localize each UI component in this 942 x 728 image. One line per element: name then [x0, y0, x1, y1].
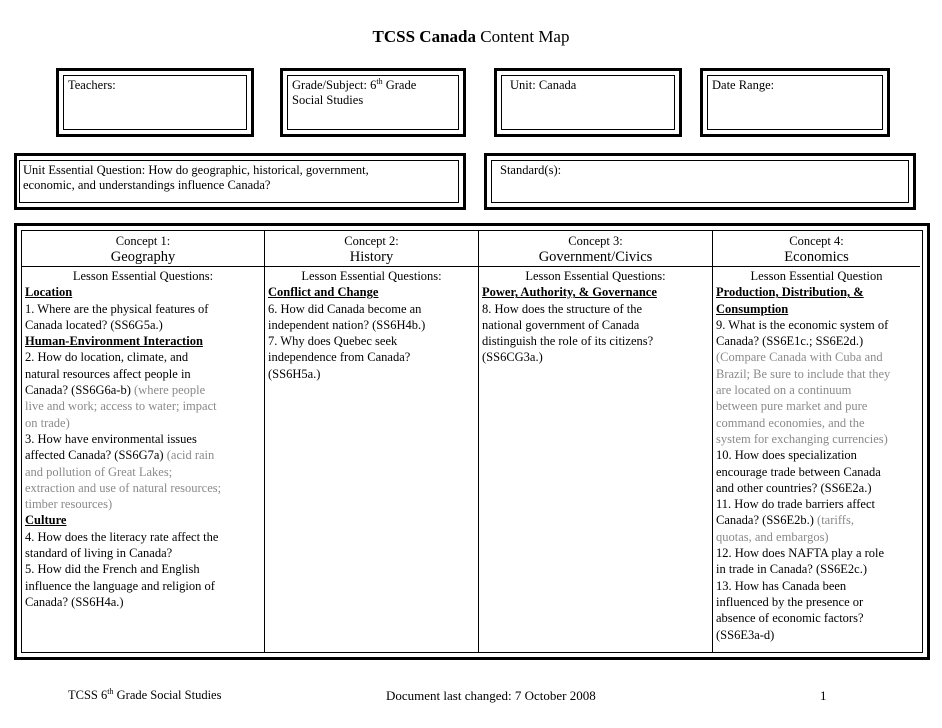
- date-range-label: Date Range:: [712, 78, 775, 92]
- lesson-essential-questions-heading: Lesson Essential Question: [750, 269, 883, 283]
- concept-column-4: [713, 231, 920, 652]
- question-line: 12. How does NAFTA play a role: [716, 546, 885, 561]
- question-line: [716, 431, 917, 447]
- question-line: 8. How does the structure of the: [482, 301, 643, 316]
- question-line: Canada? (SS6H4a.): [25, 594, 124, 609]
- essential-question-box[interactable]: [14, 153, 466, 210]
- question-line: [25, 480, 261, 496]
- topic-heading: Power, Authority, & Governance: [482, 285, 657, 300]
- note-text: Brazil; Be sure to include that they: [716, 366, 891, 381]
- teachers-label: Teachers:: [68, 78, 116, 92]
- note-text: (where people: [130, 383, 206, 398]
- question-line: encourage trade between Canada: [716, 464, 881, 479]
- grade-subject-box[interactable]: [280, 68, 466, 137]
- concept-header: [479, 231, 712, 267]
- question-line: affected Canada? (SS6G7a) (acid rain: [25, 448, 215, 463]
- footer-left: TCSS 6th Grade Social Studies: [68, 686, 222, 702]
- question-line: influence the language and religion of: [25, 578, 215, 593]
- note-text: quotas, and embargos): [716, 529, 829, 544]
- question-line: [716, 415, 917, 431]
- concept-label: Concept 4:: [789, 234, 844, 248]
- topic-heading: Consumption: [716, 301, 789, 316]
- concept-name: History: [349, 249, 394, 265]
- question-line: 7. Why does Quebec seek: [268, 334, 398, 349]
- question-line: [25, 496, 261, 512]
- question-line: 9. What is the economic system of: [716, 317, 889, 332]
- question-line: 10. How does specialization: [716, 448, 857, 463]
- note-text: (tariffs,: [813, 513, 854, 528]
- footer-page-number: 1: [820, 688, 827, 703]
- topic-heading: Production, Distribution, &: [716, 285, 864, 300]
- note-text: and pollution of Great Lakes;: [25, 464, 173, 479]
- standards-label: Standard(s):: [500, 163, 562, 177]
- note-text: are located on a continuum: [716, 383, 852, 398]
- question-line: [25, 464, 261, 480]
- question-line: Canada? (SS6E1c.; SS6E2d.): [716, 334, 864, 349]
- title-bold: TCSS Canada: [372, 27, 476, 46]
- question-line: (SS6CG3a.): [482, 350, 543, 365]
- question-line: standard of living in Canada?: [25, 546, 173, 561]
- topic-heading: Human-Environment Interaction: [25, 334, 203, 349]
- concept-label: Concept 3:: [568, 234, 623, 248]
- note-text: extraction and use of natural resources;: [25, 480, 222, 495]
- concept-name: Economics: [784, 249, 849, 265]
- concept-column-1: [22, 231, 265, 652]
- question-line: in trade in Canada? (SS6E2c.): [716, 562, 867, 577]
- unit-box[interactable]: [494, 68, 682, 137]
- question-line: (SS6H5a.): [268, 366, 321, 381]
- note-text: timber resources): [25, 497, 113, 512]
- question-line: natural resources affect people in: [25, 366, 191, 381]
- concept-name: Geography: [110, 249, 176, 265]
- footer-last-changed: Document last changed: 7 October 2008: [386, 688, 596, 703]
- question-line: [25, 398, 261, 414]
- concept-header: [713, 231, 920, 267]
- grade-subject-label: Grade/Subject: 6th Grade Social Studies: [287, 75, 459, 130]
- question-line: 11. How do trade barriers affect: [716, 497, 875, 512]
- concept-column-3: [479, 231, 713, 652]
- question-line: [25, 415, 261, 431]
- question-line: 4. How does the literacy rate affect the: [25, 529, 219, 544]
- note-text: (acid rain: [163, 448, 215, 463]
- question-line: Canada located? (SS6G5a.): [25, 317, 163, 332]
- title-rest: Content Map: [475, 27, 570, 46]
- lesson-essential-questions-heading: Lesson Essential Questions:: [72, 269, 214, 283]
- note-text: on trade): [25, 415, 70, 430]
- concept-body: [265, 267, 478, 382]
- question-line: Canada? (SS6G6a-b) (where people: [25, 383, 206, 398]
- concept-body: [22, 267, 264, 610]
- note-text: live and work; access to water; impact: [25, 399, 217, 414]
- question-line: 13. How has Canada been: [716, 578, 847, 593]
- question-line: distinguish the role of its citizens?: [482, 334, 654, 349]
- page-title: [0, 27, 942, 47]
- concept-column-2: [265, 231, 479, 652]
- question-line: national government of Canada: [482, 317, 640, 332]
- question-line: 3. How have environmental issues: [25, 431, 197, 446]
- question-line: and other countries? (SS6E2a.): [716, 480, 872, 495]
- date-range-box[interactable]: [700, 68, 890, 137]
- question-line: 2. How do location, climate, and: [25, 350, 189, 365]
- question-line: independence from Canada?: [268, 350, 411, 365]
- concept-name: Government/Civics: [538, 249, 653, 265]
- concept-body: [713, 267, 920, 643]
- note-text: between pure market and pure: [716, 399, 868, 414]
- question-line: [716, 382, 917, 398]
- question-line: 1. Where are the physical features of: [25, 301, 209, 316]
- question-line: [716, 349, 917, 365]
- note-text: command economies, and the: [716, 415, 865, 430]
- concept-header: [265, 231, 478, 267]
- concept-label: Concept 1:: [115, 234, 171, 248]
- question-line: 5. How did the French and English: [25, 562, 200, 577]
- question-line: 6. How did Canada become an: [268, 301, 422, 316]
- question-line: (SS6E3a-d): [716, 627, 775, 642]
- concept-header: [22, 231, 264, 267]
- essential-question-text: Unit Essential Question: How do geographic, historical, government, economic, and understandings influence Canada?: [19, 160, 459, 203]
- question-line: [716, 398, 917, 414]
- topic-heading: Location: [25, 285, 73, 300]
- lesson-essential-questions-heading: Lesson Essential Questions:: [301, 269, 442, 283]
- topic-heading: Conflict and Change: [268, 285, 379, 300]
- standards-box[interactable]: [484, 153, 916, 210]
- teachers-box[interactable]: [56, 68, 254, 137]
- question-line: independent nation? (SS6H4b.): [268, 317, 426, 332]
- question-line: absence of economic factors?: [716, 611, 864, 626]
- concept-label: Concept 2:: [344, 234, 399, 248]
- topic-heading: Culture: [25, 513, 67, 528]
- question-line: influenced by the presence or: [716, 594, 864, 609]
- note-text: (Compare Canada with Cuba and: [716, 350, 883, 365]
- lesson-essential-questions-heading: Lesson Essential Questions:: [525, 269, 666, 283]
- question-line: [716, 366, 917, 382]
- question-line: [716, 529, 917, 545]
- concept-body: [479, 267, 712, 366]
- question-line: Canada? (SS6E2b.) (tariffs,: [716, 513, 854, 528]
- note-text: system for exchanging currencies): [716, 431, 888, 446]
- concept-grid: [14, 223, 930, 660]
- unit-label: Unit: Canada: [510, 78, 577, 92]
